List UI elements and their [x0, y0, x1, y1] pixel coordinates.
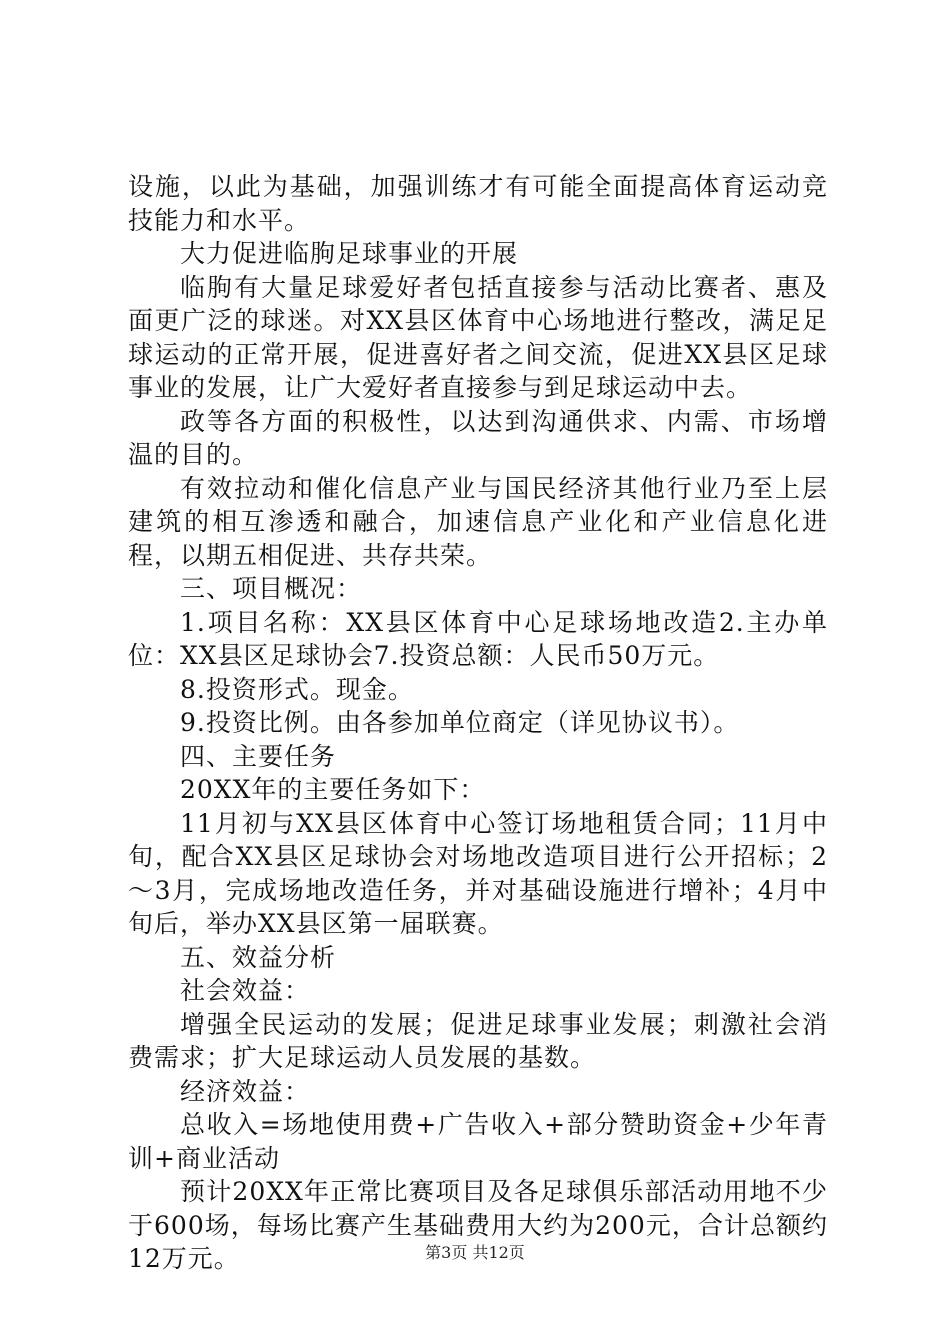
- page-footer: 第3页 共12页: [425, 1243, 525, 1262]
- paragraph: 大力促进临朐足球事业的开展: [180, 239, 519, 268]
- paragraph: 预计20XX年正常比赛项目及各足球俱乐部活动用地不少于600场，每场比赛产生基础费用大约为200元，合计总额约12万元。: [128, 1177, 828, 1273]
- paragraph: 临朐有大量足球爱好者包括直接参与活动比赛者、惠及面更广泛的球迷。对XX县区体育中心场地进行整改，满足足球运动的正常开展，促进喜好者之间交流，促进XX县区足球事业的发展，让广大爱好者直接参与到足球运动中去。: [128, 272, 828, 402]
- paragraph: 11月初与XX县区体育中心签订场地租赁合同；11月中旬，配合XX县区足球协会对场地改造项目进行公开招标；2～3月，完成场地改造任务，并对基础设施进行增补；4月中旬后，举办XX县区第一届联赛。: [128, 808, 828, 938]
- paragraph: 20XX年的主要任务如下：: [180, 775, 486, 804]
- document-body: [128, 170, 828, 1276]
- paragraph: 社会效益：: [180, 976, 311, 1005]
- paragraph: 有效拉动和催化信息产业与国民经济其他行业乃至上层建筑的相互渗透和融合，加速信息产业化和产业信息化进程，以期五相促进、共存共荣。: [128, 473, 828, 570]
- paragraph: 8.投资形式。现金。: [180, 674, 414, 704]
- paragraph: 1.项目名称：XX县区体育中心足球场地改造2.主办单位：XX县区足球协会7.投资总额：人民币50万元。: [128, 607, 828, 670]
- section-heading: 四、主要任务: [180, 741, 337, 771]
- paragraph: 总收入=场地使用费+广告收入+部分赞助资金+少年青训+商业活动: [128, 1110, 828, 1173]
- section-heading: 五、效益分析: [180, 942, 337, 972]
- paragraph: 设施，以此为基础，加强训练才有可能全面提高体育运动竞技能力和水平。: [128, 172, 828, 235]
- paragraph: 9.投资比例。由各参加单位商定（详见协议书）。: [180, 708, 740, 737]
- paragraph: 增强全民运动的发展；促进足球事业发展；刺激社会消费需求；扩大足球运动人员发展的基数。: [128, 1009, 828, 1072]
- paragraph: 政等各方面的积极性，以达到沟通供求、内需、市场增温的目的。: [128, 406, 828, 469]
- section-heading: 三、项目概况：: [180, 574, 363, 603]
- paragraph: 经济效益：: [180, 1076, 311, 1106]
